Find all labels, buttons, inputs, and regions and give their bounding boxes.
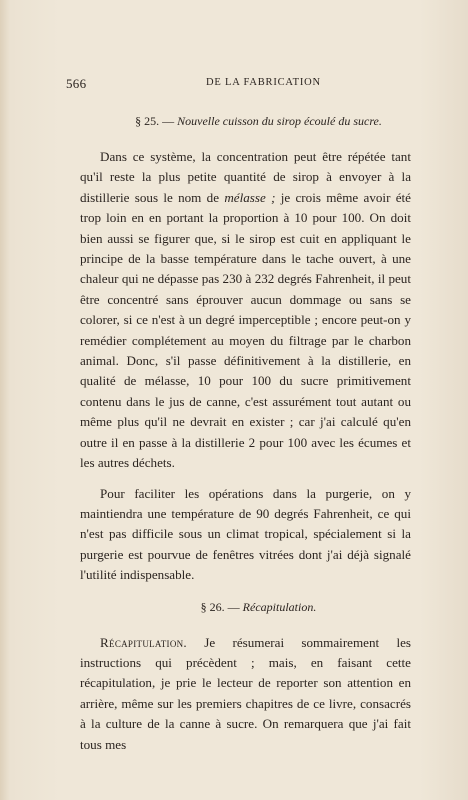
- section-number: § 25. —: [135, 114, 175, 128]
- paragraph-1-start: Dans ce système, la concentration peut être répétée tant qu'il reste la plus petite quantité de sirop à envoyer à la distillerie sous le nom de: [80, 149, 411, 205]
- running-head: [66, 76, 411, 92]
- paragraph-3-lead: Récapitulation.: [100, 634, 187, 650]
- paragraph-1-rest: je crois même avoir été trop loin en en portant la proportion à 10 pour 100. On doit bien aussi se figurer que, si le sirop est cuit en appliquant le principe de la basse température dans le tache ouvert, à une chaleur qui ne dépasse pas 230 à 232 degrés Fahrenheit, il peut être concentré sans éprouver aucun dommage ou sans se colorer, si ce n'est à un degré imperceptible ; encore peut-on y remédier complétement au moyen du filtrage par le charbon animal. Donc, s'il passe définitivement à la distillerie, en qualité de mélasse, 10 pour 100 du sucre primitivement contenu dans le jus de canne, c'est assurément tout autant ou même plus qu'il ne devrait en exister ; car j'ai calculé qu'en outre il en passe à la distillerie 2 pour 100 avec les écumes et les autres déchets.: [80, 189, 411, 471]
- paragraph-3: [80, 633, 411, 755]
- section-heading-26: [80, 600, 411, 615]
- running-title: DE LA FABRICATION: [206, 77, 321, 88]
- paragraph-1: [80, 147, 411, 474]
- section-heading-25: [80, 114, 411, 129]
- paragraph-2: Pour faciliter les opérations dans la purgerie, on y maintiendra une température de 90 degrés Fahrenheit, ce qui n'est pas difficile sous un climat tropical, spécialement si la purgerie est pourvue de fenêtres vitrées dont j'ai déjà signalé l'utilité indispensable.: [80, 485, 411, 583]
- term-melasse: mélasse ;: [224, 189, 276, 205]
- text-body: [80, 100, 411, 755]
- section-title: Nouvelle cuisson du sirop écoulé du sucre.: [177, 114, 382, 128]
- section-title: Récapitulation.: [242, 599, 317, 614]
- page-number: 566: [66, 76, 87, 91]
- section-number: § 26. —: [200, 599, 240, 614]
- paragraph-3-text: Je résumerai sommairement les instructions qui précèdent ; mais, en faisant cette récapitulation, je prie le lecteur de reporter son attention en arrière, même sur les premiers chapitres de ce livre, consacrés à la culture de la canne à sucre. On remarquera que j'ai fait tous mes: [80, 634, 411, 752]
